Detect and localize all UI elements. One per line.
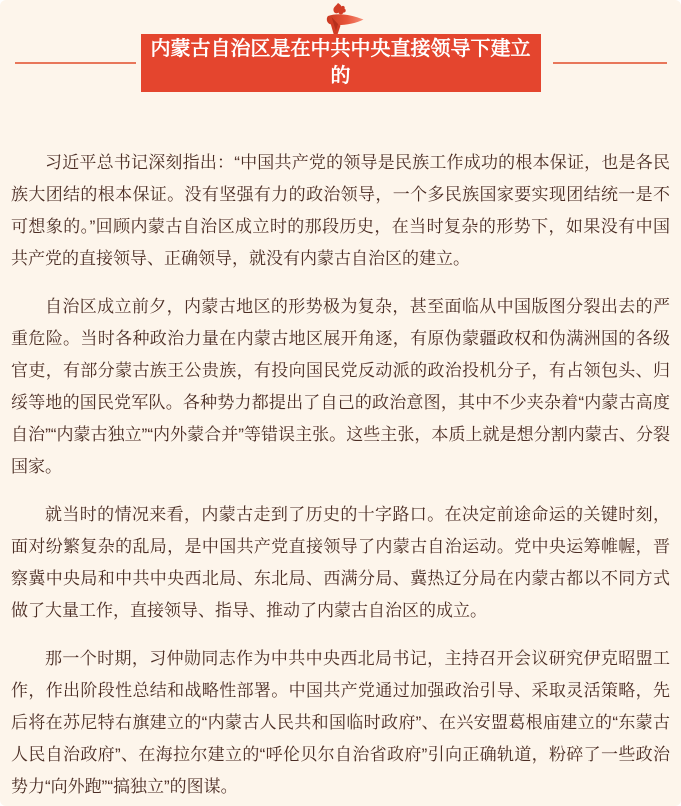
article-body bbox=[0, 147, 681, 803]
article-paragraph: 那一个时期，习仲勋同志作为中共中央西北局书记，主持召开会议研究伊克昭盟工作，作出阶段性总结和战略性部署。中国共产党通过加强政治引导、采取灵活策略，先后将在苏尼特右旗建立的“内蒙古人民共和国临时政府”、在兴安盟葛根庙建立的“东蒙古人民自治政府”、在海拉尔建立的“呼伦贝尔自治省政府”引向正确轨道，粉碎了一些政治势力“向外跑”“搞独立”的图谋。 bbox=[11, 649, 670, 796]
article-paragraph: 自治区成立前夕，内蒙古地区的形势极为复杂，甚至面临从中国版图分裂出去的严重危险。当时各种政治力量在内蒙古地区展开角逐，有原伪蒙疆政权和伪满洲国的各级官吏，有部分蒙古族王公贵族，有投向国民党反动派的政治投机分子，有占领包头、归绥等地的国民党军队。各种势力都提出了自己的政治意图，其中不少夹杂着“内蒙古高度自治”“内蒙古独立”“内外蒙合并”等错误主张。这些主张，本质上就是想分割内蒙古、分裂国家。 bbox=[11, 297, 670, 476]
right-divider-line bbox=[553, 62, 667, 64]
page-title: 内蒙古自治区是在中共中央直接领导下建立的 bbox=[141, 34, 541, 92]
left-divider-line bbox=[15, 62, 136, 64]
article-paragraph: 就当时的情况来看，内蒙古走到了历史的十字路口。在决定前途命运的关键时刻，面对纷繁复杂的乱局，是中国共产党直接领导了内蒙古自治运动。党中央运筹帷幄，晋察冀中央局和中共中央西北局、东北局、西满分局、冀热辽分局在内蒙古都以不同方式做了大量工作，直接领导、指导、推动了内蒙古自治区的成立。 bbox=[11, 505, 670, 620]
article-header bbox=[0, 0, 681, 92]
article-paragraph: 习近平总书记深刻指出：“中国共产党的领导是民族工作成功的根本保证，也是各民族大团结的根本保证。没有坚强有力的政治领导，一个多民族国家要实现团结统一是不可想象的。”回顾内蒙古自治区成立时的那段历史，在当时复杂的形势下，如果没有中国共产党的直接领导、正确领导，就没有内蒙古自治区的建立。 bbox=[11, 153, 670, 268]
